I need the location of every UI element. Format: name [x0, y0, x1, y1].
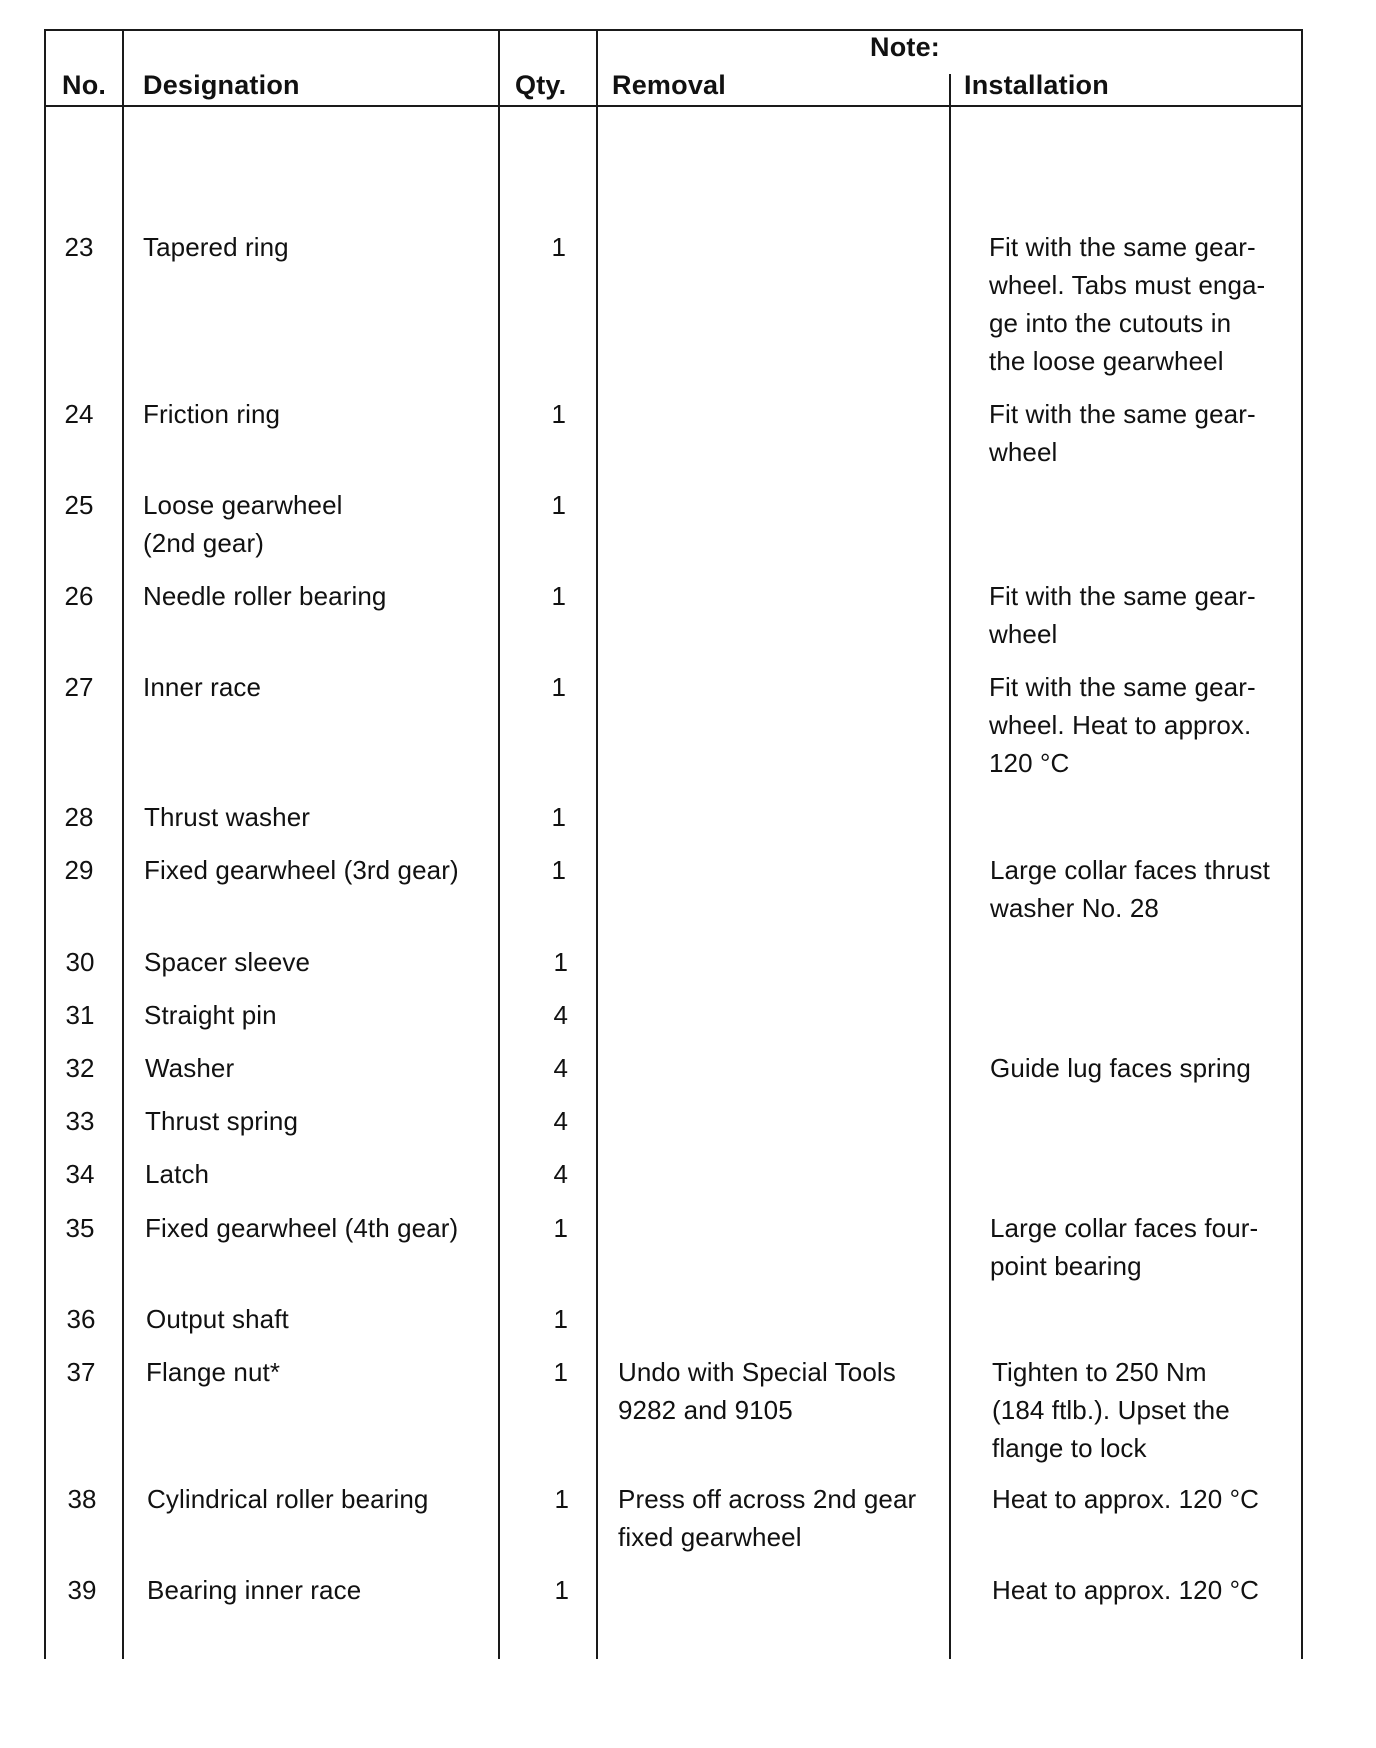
row-qty: 1	[553, 947, 568, 977]
row-installation: Fit with the same gear- wheel	[989, 581, 1256, 649]
row-designation: Flange nut*	[146, 1357, 281, 1387]
row-installation: Tighten to 250 Nm (184 ftlb.). Upset the flange to lock	[992, 1357, 1230, 1463]
row-no: 24	[64, 399, 94, 429]
row-designation: Bearing inner race	[147, 1575, 362, 1605]
header-installation: Installation	[964, 70, 1109, 100]
row-no: 31	[65, 1000, 95, 1030]
row-no: 28	[64, 802, 94, 832]
row-designation: Washer	[145, 1053, 235, 1083]
row-removal: Press off across 2nd gear fixed gearwheel	[618, 1484, 917, 1552]
row-designation: Thrust washer	[144, 802, 311, 832]
row-designation: Output shaft	[146, 1304, 289, 1334]
row-removal: Undo with Special Tools 9282 and 9105	[618, 1357, 896, 1425]
row-installation: Fit with the same gear- wheel. Heat to approx. 120 °C	[989, 672, 1256, 778]
row-qty: 4	[553, 1053, 568, 1083]
row-designation: Inner race	[143, 672, 262, 702]
row-no: 35	[65, 1213, 95, 1243]
row-designation: Fixed gearwheel (3rd gear)	[144, 855, 459, 885]
row-designation: Latch	[145, 1159, 210, 1189]
row-designation: Friction ring	[143, 399, 281, 429]
row-no: 26	[64, 581, 94, 611]
row-no: 23	[64, 232, 94, 262]
row-no: 33	[65, 1106, 95, 1136]
row-installation: Large collar faces four- point bearing	[990, 1213, 1259, 1281]
row-no: 30	[65, 947, 95, 977]
row-designation: Cylindrical roller bearing	[147, 1484, 429, 1514]
row-no: 32	[65, 1053, 95, 1083]
row-qty: 1	[551, 490, 566, 520]
row-qty: 1	[551, 232, 566, 262]
col-divider-designation	[498, 29, 500, 1659]
row-qty: 1	[553, 1357, 568, 1387]
col-divider-qty	[596, 29, 598, 1659]
row-installation: Heat to approx. 120 °C	[992, 1575, 1259, 1605]
top-rule	[44, 29, 1303, 31]
header-removal: Removal	[612, 70, 726, 100]
row-designation: Fixed gearwheel (4th gear)	[145, 1213, 459, 1243]
row-installation: Fit with the same gear- wheel. Tabs must enga- ge into the cutouts in the loose gearwheel	[989, 232, 1266, 376]
row-qty: 1	[551, 802, 566, 832]
left-border	[44, 29, 46, 1659]
header-no: No.	[62, 70, 107, 100]
row-no: 25	[64, 490, 94, 520]
row-designation: Spacer sleeve	[144, 947, 311, 977]
row-no: 27	[64, 672, 94, 702]
row-installation: Heat to approx. 120 °C	[992, 1484, 1259, 1514]
header-bottom-rule	[44, 105, 1303, 107]
row-designation: Needle roller bearing	[143, 581, 387, 611]
row-designation: Loose gearwheel (2nd gear)	[143, 490, 343, 558]
row-installation: Guide lug faces spring	[990, 1053, 1251, 1083]
row-designation: Tapered ring	[143, 232, 289, 262]
row-qty: 1	[551, 581, 566, 611]
row-qty: 1	[553, 1304, 568, 1334]
row-qty: 1	[551, 672, 566, 702]
row-no: 39	[67, 1575, 97, 1605]
row-qty: 1	[554, 1484, 569, 1514]
col-divider-removal	[949, 74, 951, 1659]
row-qty: 1	[553, 1213, 568, 1243]
row-no: 36	[66, 1304, 96, 1334]
right-border	[1301, 29, 1303, 1659]
row-qty: 4	[553, 1000, 568, 1030]
row-no: 29	[64, 855, 94, 885]
row-installation: Large collar faces thrust washer No. 28	[990, 855, 1270, 923]
row-qty: 1	[551, 855, 566, 885]
row-qty: 1	[554, 1575, 569, 1605]
col-divider-no	[122, 29, 124, 1659]
row-designation: Thrust spring	[145, 1106, 299, 1136]
row-no: 38	[67, 1484, 97, 1514]
row-qty: 4	[553, 1106, 568, 1136]
row-designation: Straight pin	[144, 1000, 277, 1030]
row-no: 34	[65, 1159, 95, 1189]
row-no: 37	[66, 1357, 96, 1387]
header-designation: Designation	[143, 70, 300, 100]
header-note: Note:	[870, 32, 940, 62]
row-installation: Fit with the same gear- wheel	[989, 399, 1256, 467]
header-qty: Qty.	[515, 70, 567, 100]
row-qty: 1	[551, 399, 566, 429]
row-qty: 4	[553, 1159, 568, 1189]
